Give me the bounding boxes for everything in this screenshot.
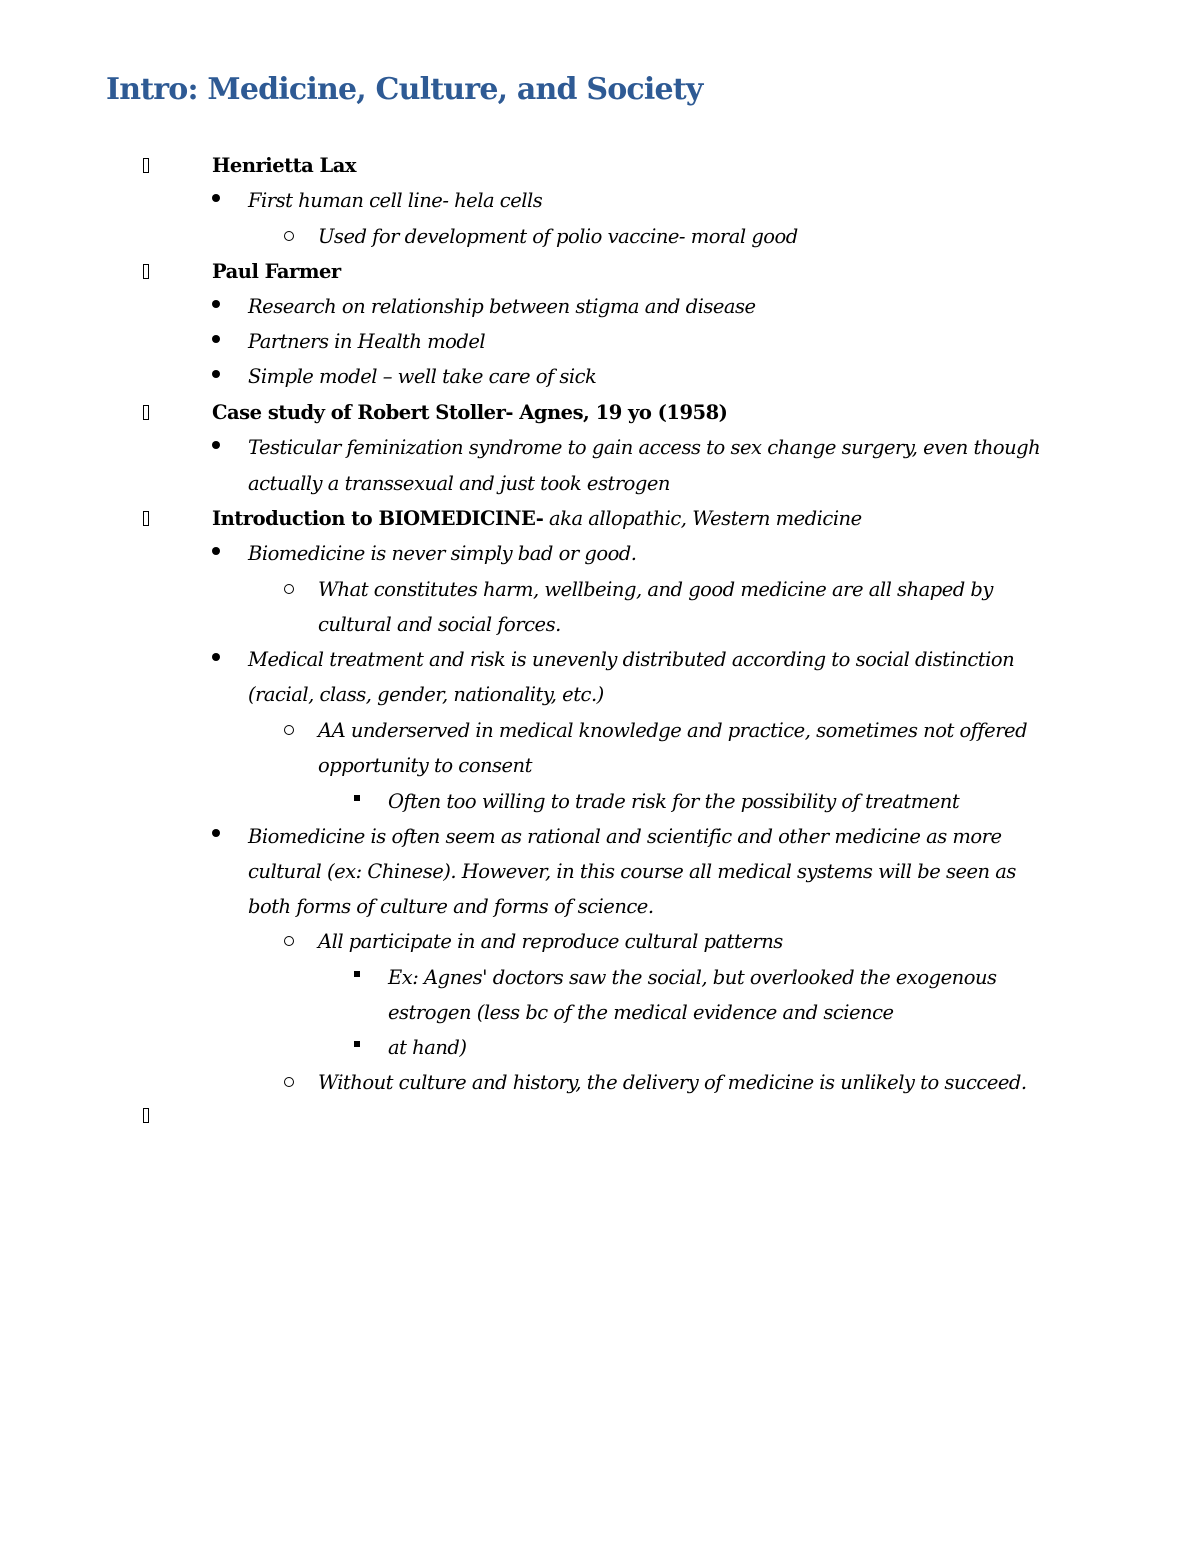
circle-bullet-icon [284, 584, 294, 594]
list-item: Simple model – well take care of sick [248, 365, 597, 388]
list-item: Used for development of polio vaccine- moral good [318, 225, 798, 248]
disc-bullet-icon [212, 547, 220, 555]
list-item: Biomedicine is often seem as rational and scientific and other medicine as more [248, 825, 1002, 848]
list-item: Biomedicine is never simply bad or good. [248, 542, 637, 565]
square-bullet-icon [354, 971, 360, 977]
disc-bullet-icon [212, 370, 220, 378]
box-bullet-icon [143, 158, 149, 173]
disc-bullet-icon [212, 335, 220, 343]
disc-bullet-icon [212, 653, 220, 661]
list-item: at hand) [388, 1036, 467, 1059]
list-item: Testicular feminization syndrome to gain access to sex change surgery, even though [248, 436, 1041, 459]
disc-bullet-icon [212, 829, 220, 837]
square-bullet-icon [354, 795, 360, 801]
square-bullet-icon [354, 1041, 360, 1047]
section-heading: Henrietta Lax [212, 154, 357, 177]
section-heading: Paul Farmer [212, 260, 341, 283]
list-item: AA underserved in medical knowledge and practice, sometimes not offered [318, 719, 1028, 742]
list-item: Ex: Agnes' doctors saw the social, but overlooked the exogenous [388, 966, 997, 989]
page-title: Intro: Medicine, Culture, and Society [106, 72, 703, 107]
list-item: Without culture and history, the delivery of medicine is unlikely to succeed. [318, 1071, 1027, 1094]
list-item-continuation: actually a transsexual and just took estrogen [248, 472, 670, 495]
circle-bullet-icon [284, 1077, 294, 1087]
list-item: Partners in Health model [248, 330, 486, 353]
list-item-continuation: estrogen (less bc of the medical evidence and science [388, 1001, 894, 1024]
list-item-continuation: opportunity to consent [318, 754, 532, 777]
list-item-continuation: cultural and social forces. [318, 613, 561, 636]
section-heading [212, 506, 862, 532]
disc-bullet-icon [212, 300, 220, 308]
list-item-continuation: both forms of culture and forms of science. [248, 895, 654, 918]
list-item-continuation: cultural (ex: Chinese). However, in this course all medical systems will be seen as [248, 860, 1016, 883]
box-bullet-icon [143, 264, 149, 279]
box-bullet-icon [143, 405, 149, 420]
box-bullet-icon [143, 511, 149, 526]
section-heading-suffix: aka allopathic, Western medicine [543, 507, 862, 530]
list-item: Often too willing to trade risk for the possibility of treatment [388, 790, 960, 813]
section-heading-bold: Introduction to BIOMEDICINE- [212, 507, 544, 530]
disc-bullet-icon [212, 441, 220, 449]
disc-bullet-icon [212, 194, 220, 202]
list-item: First human cell line- hela cells [248, 189, 543, 212]
box-bullet-icon [143, 1108, 149, 1123]
list-item: Research on relationship between stigma and disease [248, 295, 756, 318]
circle-bullet-icon [284, 725, 294, 735]
list-item: What constitutes harm, wellbeing, and good medicine are all shaped by [318, 578, 993, 601]
list-item: All participate in and reproduce cultural patterns [318, 930, 783, 953]
list-item: Medical treatment and risk is unevenly distributed according to social distinction [248, 648, 1015, 671]
circle-bullet-icon [284, 231, 294, 241]
list-item-continuation: (racial, class, gender, nationality, etc.) [248, 683, 604, 706]
circle-bullet-icon [284, 936, 294, 946]
section-heading: Case study of Robert Stoller- Agnes, 19 yo (1958) [212, 401, 728, 424]
